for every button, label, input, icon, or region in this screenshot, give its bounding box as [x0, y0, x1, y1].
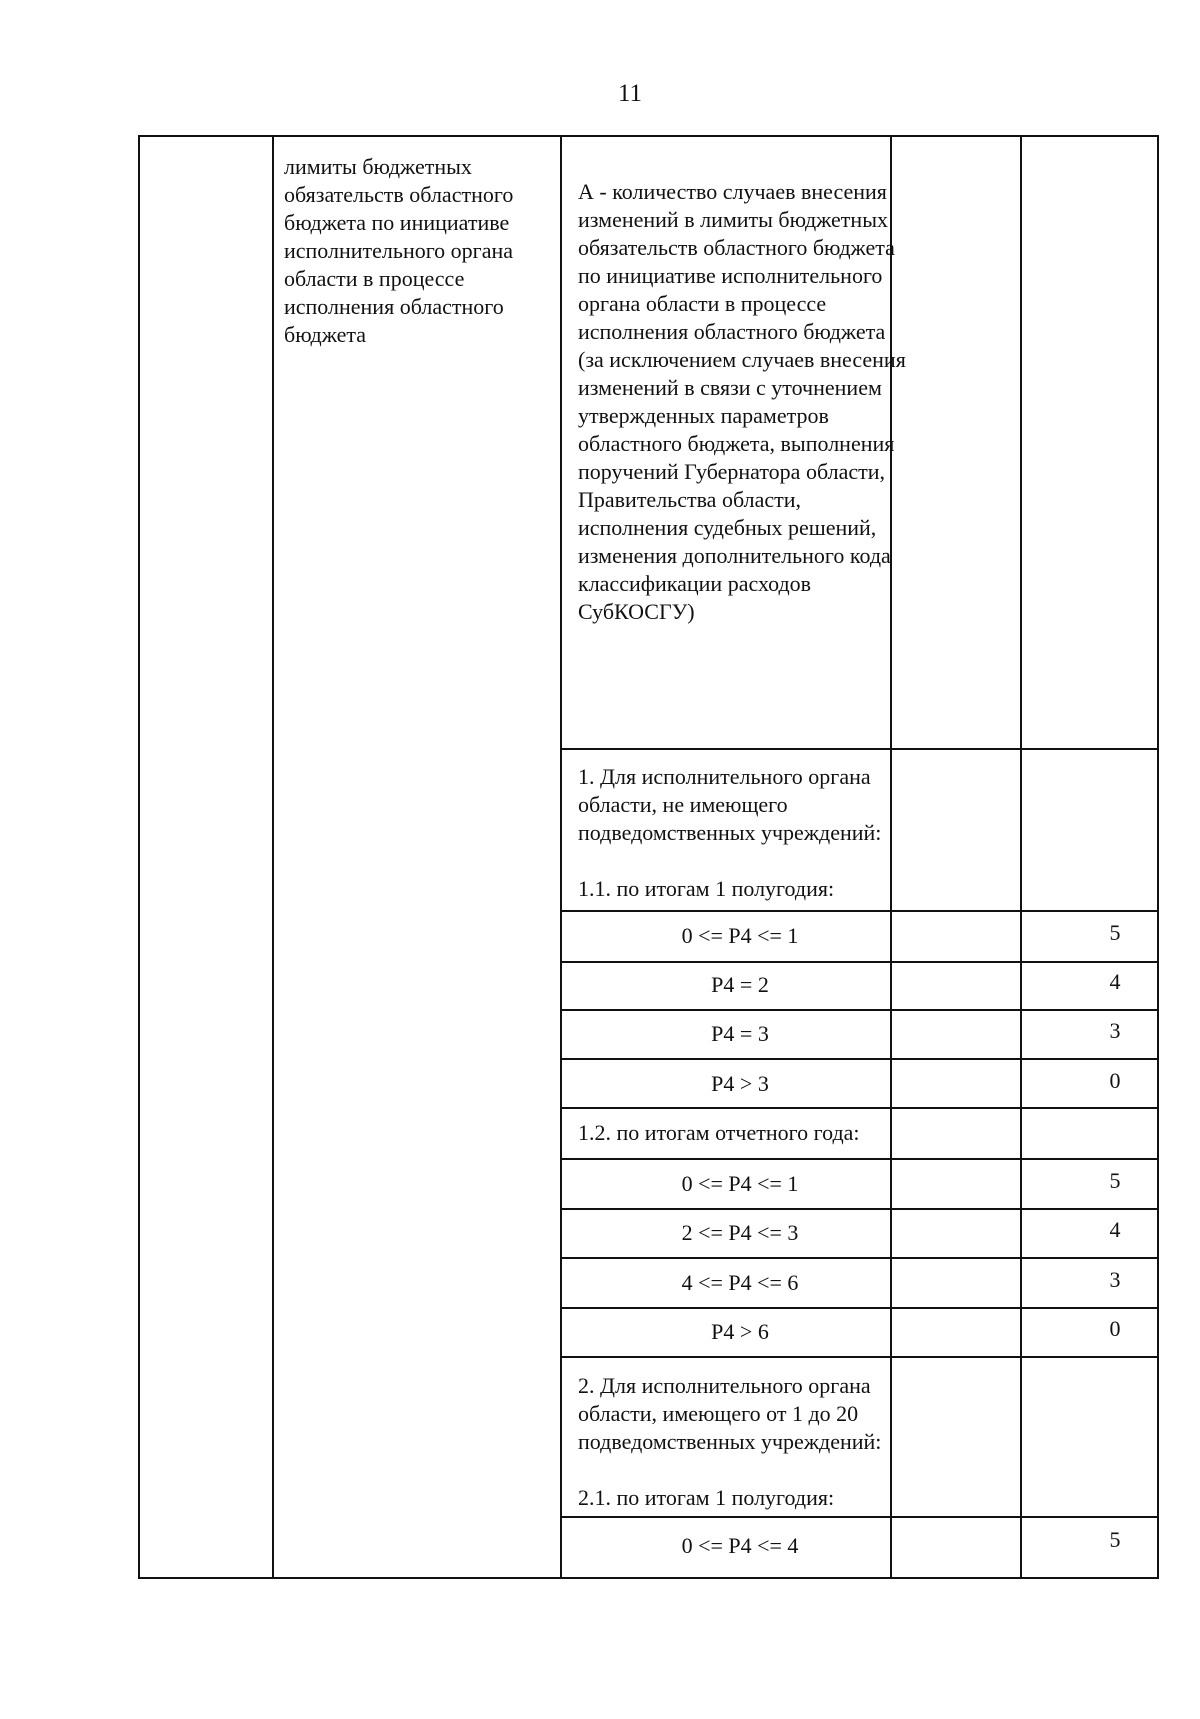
period-label: 1.2. по итогам отчетного года:: [578, 1120, 860, 1145]
row-line: [560, 1107, 1158, 1109]
score-cell: 5: [1109, 920, 1121, 945]
period-label: 1.1. по итогам 1 полугодия:: [578, 876, 835, 901]
period-label: 2.1. по итогам 1 полугодия:: [578, 1485, 835, 1510]
condition-cell: 4 <= Р4 <= 6: [681, 1270, 799, 1295]
column-divider-4: [1020, 135, 1022, 1579]
condition-cell: 0 <= Р4 <= 4: [681, 1533, 799, 1558]
definition-cell: А - количество случаев внесения изменений в лимиты бюджетных обязательств областного бюджета по инициативе исполнительного органа области в процессе исполнения областного бюджета (за исключением случаев внесения изменений в связи с уточнением утвержденных параметров областного бюджета, выполнения поручений Губернатора области, Правительства области, исполнения судебных решений, изменения дополнительного кода классификации расходов СубКОСГУ): [578, 179, 906, 624]
section-heading: 2. Для исполнительного органа области, имеющего от 1 до 20 подведомственных учреждений:: [578, 1373, 882, 1454]
score-cell: 4: [1109, 1217, 1121, 1242]
condition-cell: 0 <= Р4 <= 1: [681, 923, 799, 948]
section-heading: 1. Для исполнительного органа области, не имеющего подведомственных учреждений:: [578, 764, 882, 845]
column-divider-2: [560, 135, 562, 1579]
table-border-bottom: [138, 1577, 1158, 1579]
row-line: [560, 1058, 1158, 1060]
table-border-right: [1157, 135, 1159, 1579]
score-cell: 5: [1109, 1168, 1121, 1193]
score-cell: 3: [1109, 1018, 1121, 1043]
condition-cell: Р4 = 2: [711, 972, 769, 997]
page-number: 11: [617, 80, 643, 107]
condition-cell: 0 <= Р4 <= 1: [681, 1171, 799, 1196]
indicator-cell: лимиты бюджетных обязательств областного бюджета по инициативе исполнительного органа области в процессе исполнения областного бюджета: [284, 154, 514, 347]
condition-cell: 2 <= Р4 <= 3: [681, 1220, 799, 1245]
score-cell: 0: [1109, 1316, 1121, 1341]
row-line: [560, 1009, 1158, 1011]
row-line: [560, 1516, 1158, 1518]
row-line: [560, 1257, 1158, 1259]
condition-cell: Р4 > 3: [711, 1071, 769, 1096]
row-line: [560, 1158, 1158, 1160]
row-line: [560, 748, 1158, 750]
row-line: [560, 1356, 1158, 1358]
column-divider-1: [272, 135, 274, 1579]
score-cell: 5: [1109, 1527, 1121, 1552]
row-line: [560, 1307, 1158, 1309]
row-line: [560, 910, 1158, 912]
condition-cell: Р4 > 6: [711, 1319, 769, 1344]
condition-cell: Р4 = 3: [711, 1021, 769, 1046]
row-line: [560, 961, 1158, 963]
score-cell: 3: [1109, 1267, 1121, 1292]
score-cell: 0: [1109, 1068, 1121, 1093]
row-line: [560, 1208, 1158, 1210]
table-border-left: [138, 135, 140, 1579]
score-cell: 4: [1109, 969, 1121, 994]
table-border-top: [138, 135, 1158, 137]
